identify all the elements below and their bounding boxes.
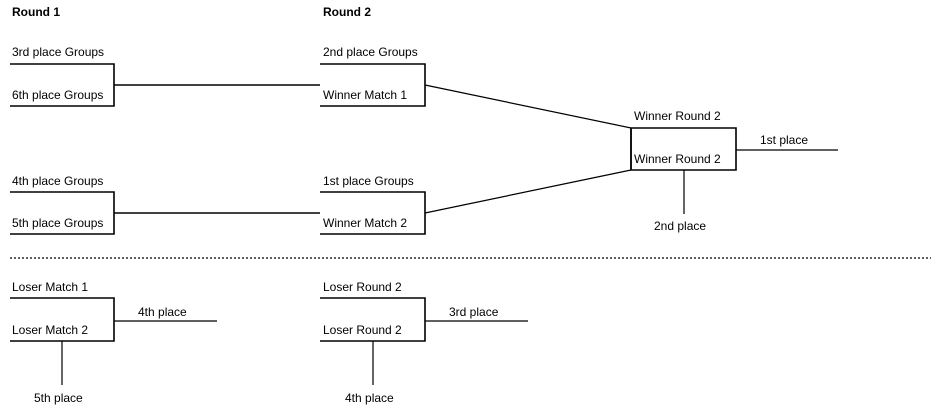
r2-m1-to-final [425, 85, 631, 128]
r2-m1-bottom-slot: Winner Match 1 [323, 88, 408, 102]
r1-m1-top-slot: 3rd place Groups [12, 45, 105, 59]
cons-a-winner-label: 4th place [138, 305, 187, 319]
r2-m2-to-final [425, 170, 631, 213]
final-loser-label: 2nd place [654, 219, 707, 233]
round1-header: Round 1 [12, 5, 60, 19]
cons-a-loser-label: 5th place [34, 391, 83, 405]
cons-b-winner-label: 3rd place [449, 305, 499, 319]
r2-m2-bottom-slot: Winner Match 2 [323, 216, 408, 230]
cons-a-top-slot: Loser Match 1 [12, 280, 89, 294]
final-winner-label: 1st place [760, 133, 809, 147]
final-bottom-slot: Winner Round 2 [634, 152, 721, 166]
r2-m1-top-slot: 2nd place Groups [323, 45, 418, 59]
round2-header: Round 2 [323, 5, 371, 19]
final-top-slot: Winner Round 2 [634, 109, 721, 123]
cons-b-top-slot: Loser Round 2 [323, 280, 402, 294]
r1-m2-top-slot: 4th place Groups [12, 174, 104, 188]
r1-m2-bottom-slot: 5th place Groups [12, 216, 104, 230]
r2-m2-top-slot: 1st place Groups [323, 174, 414, 188]
cons-a-bottom-slot: Loser Match 2 [12, 323, 89, 337]
cons-b-bottom-slot: Loser Round 2 [323, 323, 402, 337]
r1-m1-bottom-slot: 6th place Groups [12, 88, 104, 102]
cons-b-loser-label: 4th place [345, 391, 394, 405]
